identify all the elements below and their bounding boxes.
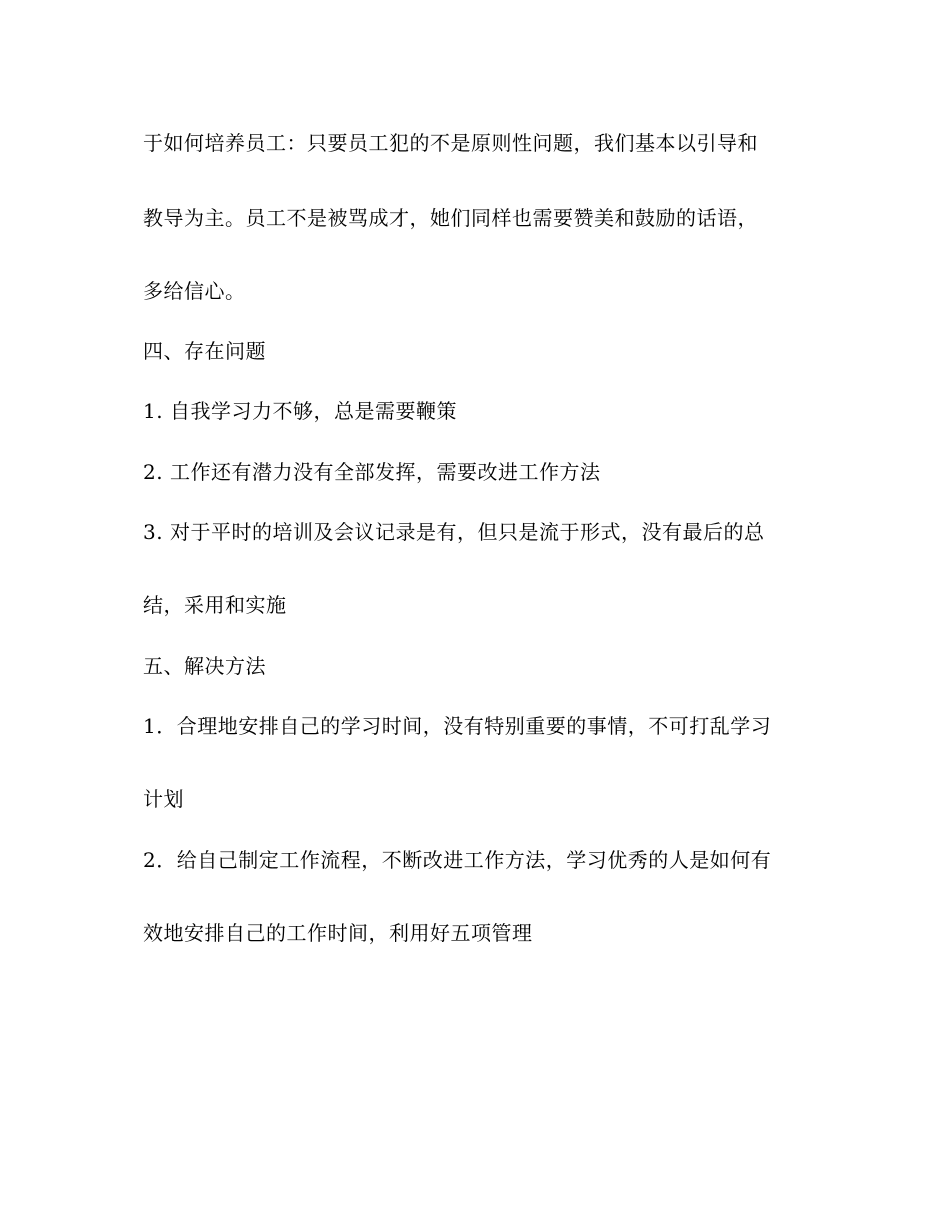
list-item-continuation: 结，采用和实施 [143, 593, 287, 617]
paragraph-line: 多给信心。 [143, 279, 246, 303]
list-item: 3. 对于平时的培训及会议记录是有，但只是流于形式，没有最后的总 [143, 520, 765, 544]
list-item-continuation: 效地安排自己的工作时间，利用好五项管理 [143, 921, 533, 945]
list-item: 1. 自我学习力不够，总是需要鞭策 [143, 399, 457, 423]
list-item: 2. 工作还有潜力没有全部发挥，需要改进工作方法 [143, 460, 601, 484]
paragraph-line: 教导为主。员工不是被骂成才，她们同样也需要赞美和鼓励的话语， [143, 206, 758, 230]
list-item: 1．合理地安排自己的学习时间，没有特别重要的事情，不可打乱学习 [143, 714, 772, 738]
section-heading: 五、解决方法 [143, 654, 266, 678]
section-heading: 四、存在问题 [143, 339, 266, 363]
list-item-continuation: 计划 [143, 787, 184, 811]
list-item: 2．给自己制定工作流程，不断改进工作方法，学习优秀的人是如何有 [143, 848, 772, 872]
paragraph-line: 于如何培养员工：只要员工犯的不是原则性问题，我们基本以引导和 [143, 131, 758, 155]
